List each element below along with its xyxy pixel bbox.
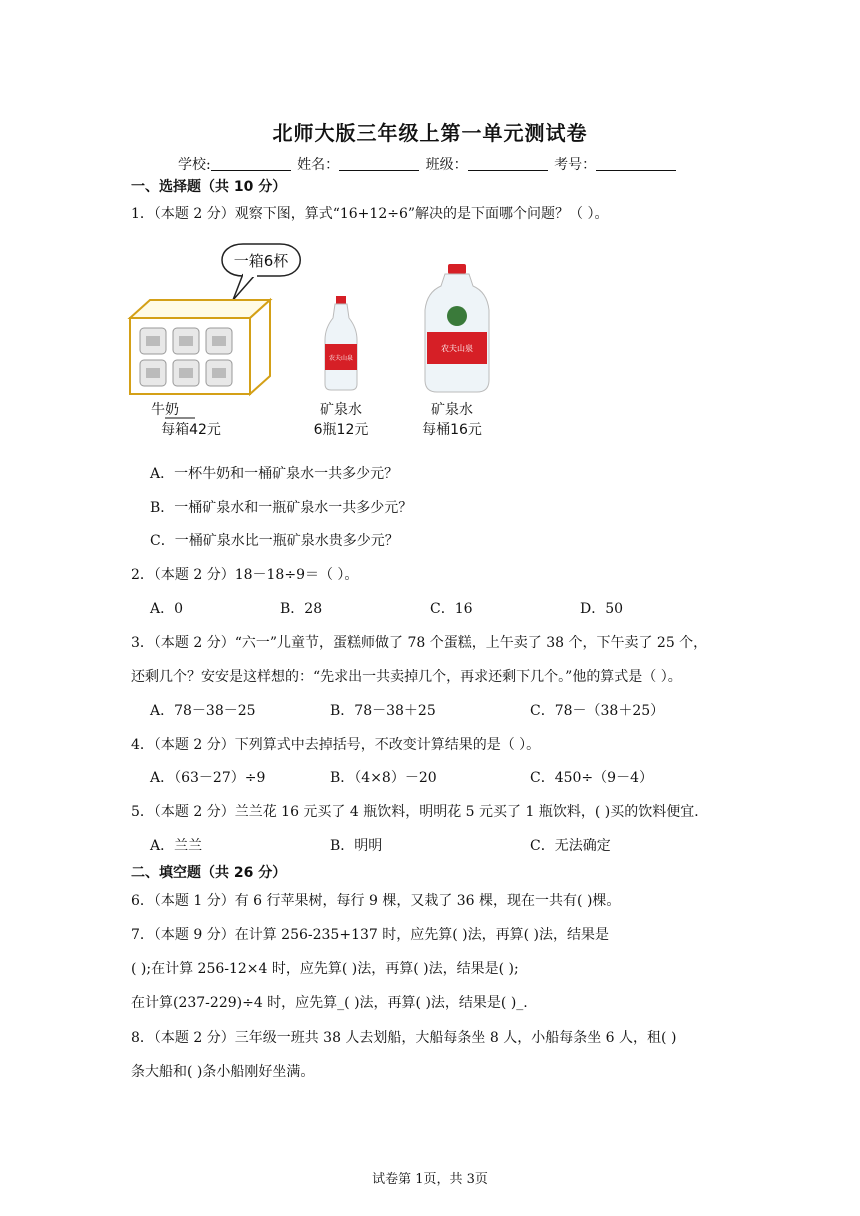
q4-option-b[interactable]: B．（4×8）－20 bbox=[330, 770, 437, 786]
q5-stem: 5．（本题 2 分）兰兰花 16 元买了 4 瓶饮料，明明花 5 元买了 1 瓶饮料，( )买的饮料便宜． bbox=[131, 804, 709, 820]
big-water-bottle bbox=[425, 264, 489, 392]
name-blank[interactable] bbox=[339, 156, 419, 171]
milk-price: 每箱42元 bbox=[161, 422, 221, 438]
q5-option-a[interactable]: A．兰兰 bbox=[150, 838, 203, 854]
q1-option-b[interactable]: B．一桶矿泉水和一瓶矿泉水一共多少元？ bbox=[150, 500, 413, 516]
water-big-name: 矿泉水 bbox=[431, 402, 473, 418]
q2-option-c[interactable]: C．16 bbox=[430, 601, 473, 617]
speech-bubble bbox=[222, 244, 300, 300]
water-big-price: 每桶16元 bbox=[422, 422, 482, 438]
milk-name: 牛奶 bbox=[151, 402, 179, 418]
q8-line1: 8．（本题 2 分）三年级一班共 38 人去划船，大船每条坐 8 人，小船每条坐 6 人，租( ) bbox=[131, 1030, 677, 1046]
q7-line1: 7．（本题 9 分）在计算 256-235+137 时，应先算( )法，再算( )法，结果是 bbox=[131, 927, 609, 943]
section-fill-title: 二、填空题（共 26 分） bbox=[131, 865, 287, 881]
page-footer: 试卷第 1页，共 3页 bbox=[372, 1172, 488, 1187]
q1-stem: 1．（本题 2 分）观察下图，算式“16+12÷6”解决的是下面哪个问题？（ ）。 bbox=[131, 206, 609, 222]
class-blank[interactable] bbox=[468, 156, 548, 171]
q4-stem: 4．（本题 2 分）下列算式中去掉括号，不改变计算结果的是（ ）。 bbox=[131, 737, 541, 753]
page-title: 北师大版三年级上第一单元测试卷 bbox=[272, 121, 588, 145]
school-label: 学校: bbox=[178, 157, 211, 173]
q7-line2: ( );在计算 256-12×4 时，应先算( )法，再算( )法，结果是( ); bbox=[131, 961, 519, 977]
class-label: 班级： bbox=[425, 157, 468, 173]
water-small-name: 矿泉水 bbox=[320, 402, 362, 418]
q2-stem: 2．（本题 2 分）18－18÷9＝（ ）。 bbox=[131, 567, 359, 583]
q2-option-d[interactable]: D．50 bbox=[580, 601, 624, 617]
small-bottle-brand: 农夫山泉 bbox=[328, 355, 354, 362]
q7-line3: 在计算(237-229)÷4 时，应先算_( )法，再算( )法，结果是( )_. bbox=[131, 995, 528, 1011]
water-small-price: 6瓶12元 bbox=[313, 422, 369, 438]
q2-option-b[interactable]: B．28 bbox=[280, 601, 323, 617]
name-label: 姓名： bbox=[297, 157, 340, 173]
q4-option-c[interactable]: C．450÷（9－4） bbox=[530, 770, 653, 786]
section-choice-title: 一、选择题（共 10 分） bbox=[131, 179, 287, 195]
exam-no-label: 考号： bbox=[554, 157, 597, 173]
milk-box bbox=[130, 300, 270, 394]
q1-option-c[interactable]: C．一桶矿泉水比一瓶矿泉水贵多少元？ bbox=[150, 533, 399, 549]
q3-line2: 还剩几个？安安是这样想的：“先求出一共卖掉几个，再求还剩下几个。”他的算式是（ ）。 bbox=[131, 669, 682, 685]
q1-option-a[interactable]: A．一杯牛奶和一桶矿泉水一共多少元？ bbox=[150, 466, 399, 482]
q3-option-b[interactable]: B．78－38＋25 bbox=[330, 703, 436, 719]
q1-figure bbox=[125, 240, 505, 440]
exam-no-blank[interactable] bbox=[596, 156, 676, 171]
q3-line1: 3．（本题 2 分）“六一”儿童节，蛋糕师做了 78 个蛋糕，上午卖了 38 个，下午卖了 25 个， bbox=[131, 635, 708, 651]
q3-option-a[interactable]: A．78－38－25 bbox=[150, 703, 256, 719]
q3-option-c[interactable]: C．78－（38＋25） bbox=[530, 703, 665, 719]
q6-stem: 6．（本题 1 分）有 6 行苹果树，每行 9 棵，又栽了 36 棵，现在一共有( )棵。 bbox=[131, 893, 621, 909]
q8-line2: 条大船和( )条小船刚好坐满。 bbox=[131, 1064, 315, 1080]
student-info-line bbox=[178, 154, 678, 174]
q1-figure-svg bbox=[125, 240, 505, 440]
small-water-bottle bbox=[325, 296, 357, 390]
q5-option-c[interactable]: C．无法确定 bbox=[530, 838, 611, 854]
q4-option-a[interactable]: A．（63－27）÷9 bbox=[150, 770, 266, 786]
bubble-text: 一箱6杯 bbox=[233, 252, 289, 270]
q2-option-a[interactable]: A．0 bbox=[150, 601, 184, 617]
q5-option-b[interactable]: B．明明 bbox=[330, 838, 383, 854]
school-blank[interactable] bbox=[211, 156, 291, 171]
big-bottle-brand: 农夫山泉 bbox=[441, 344, 473, 353]
